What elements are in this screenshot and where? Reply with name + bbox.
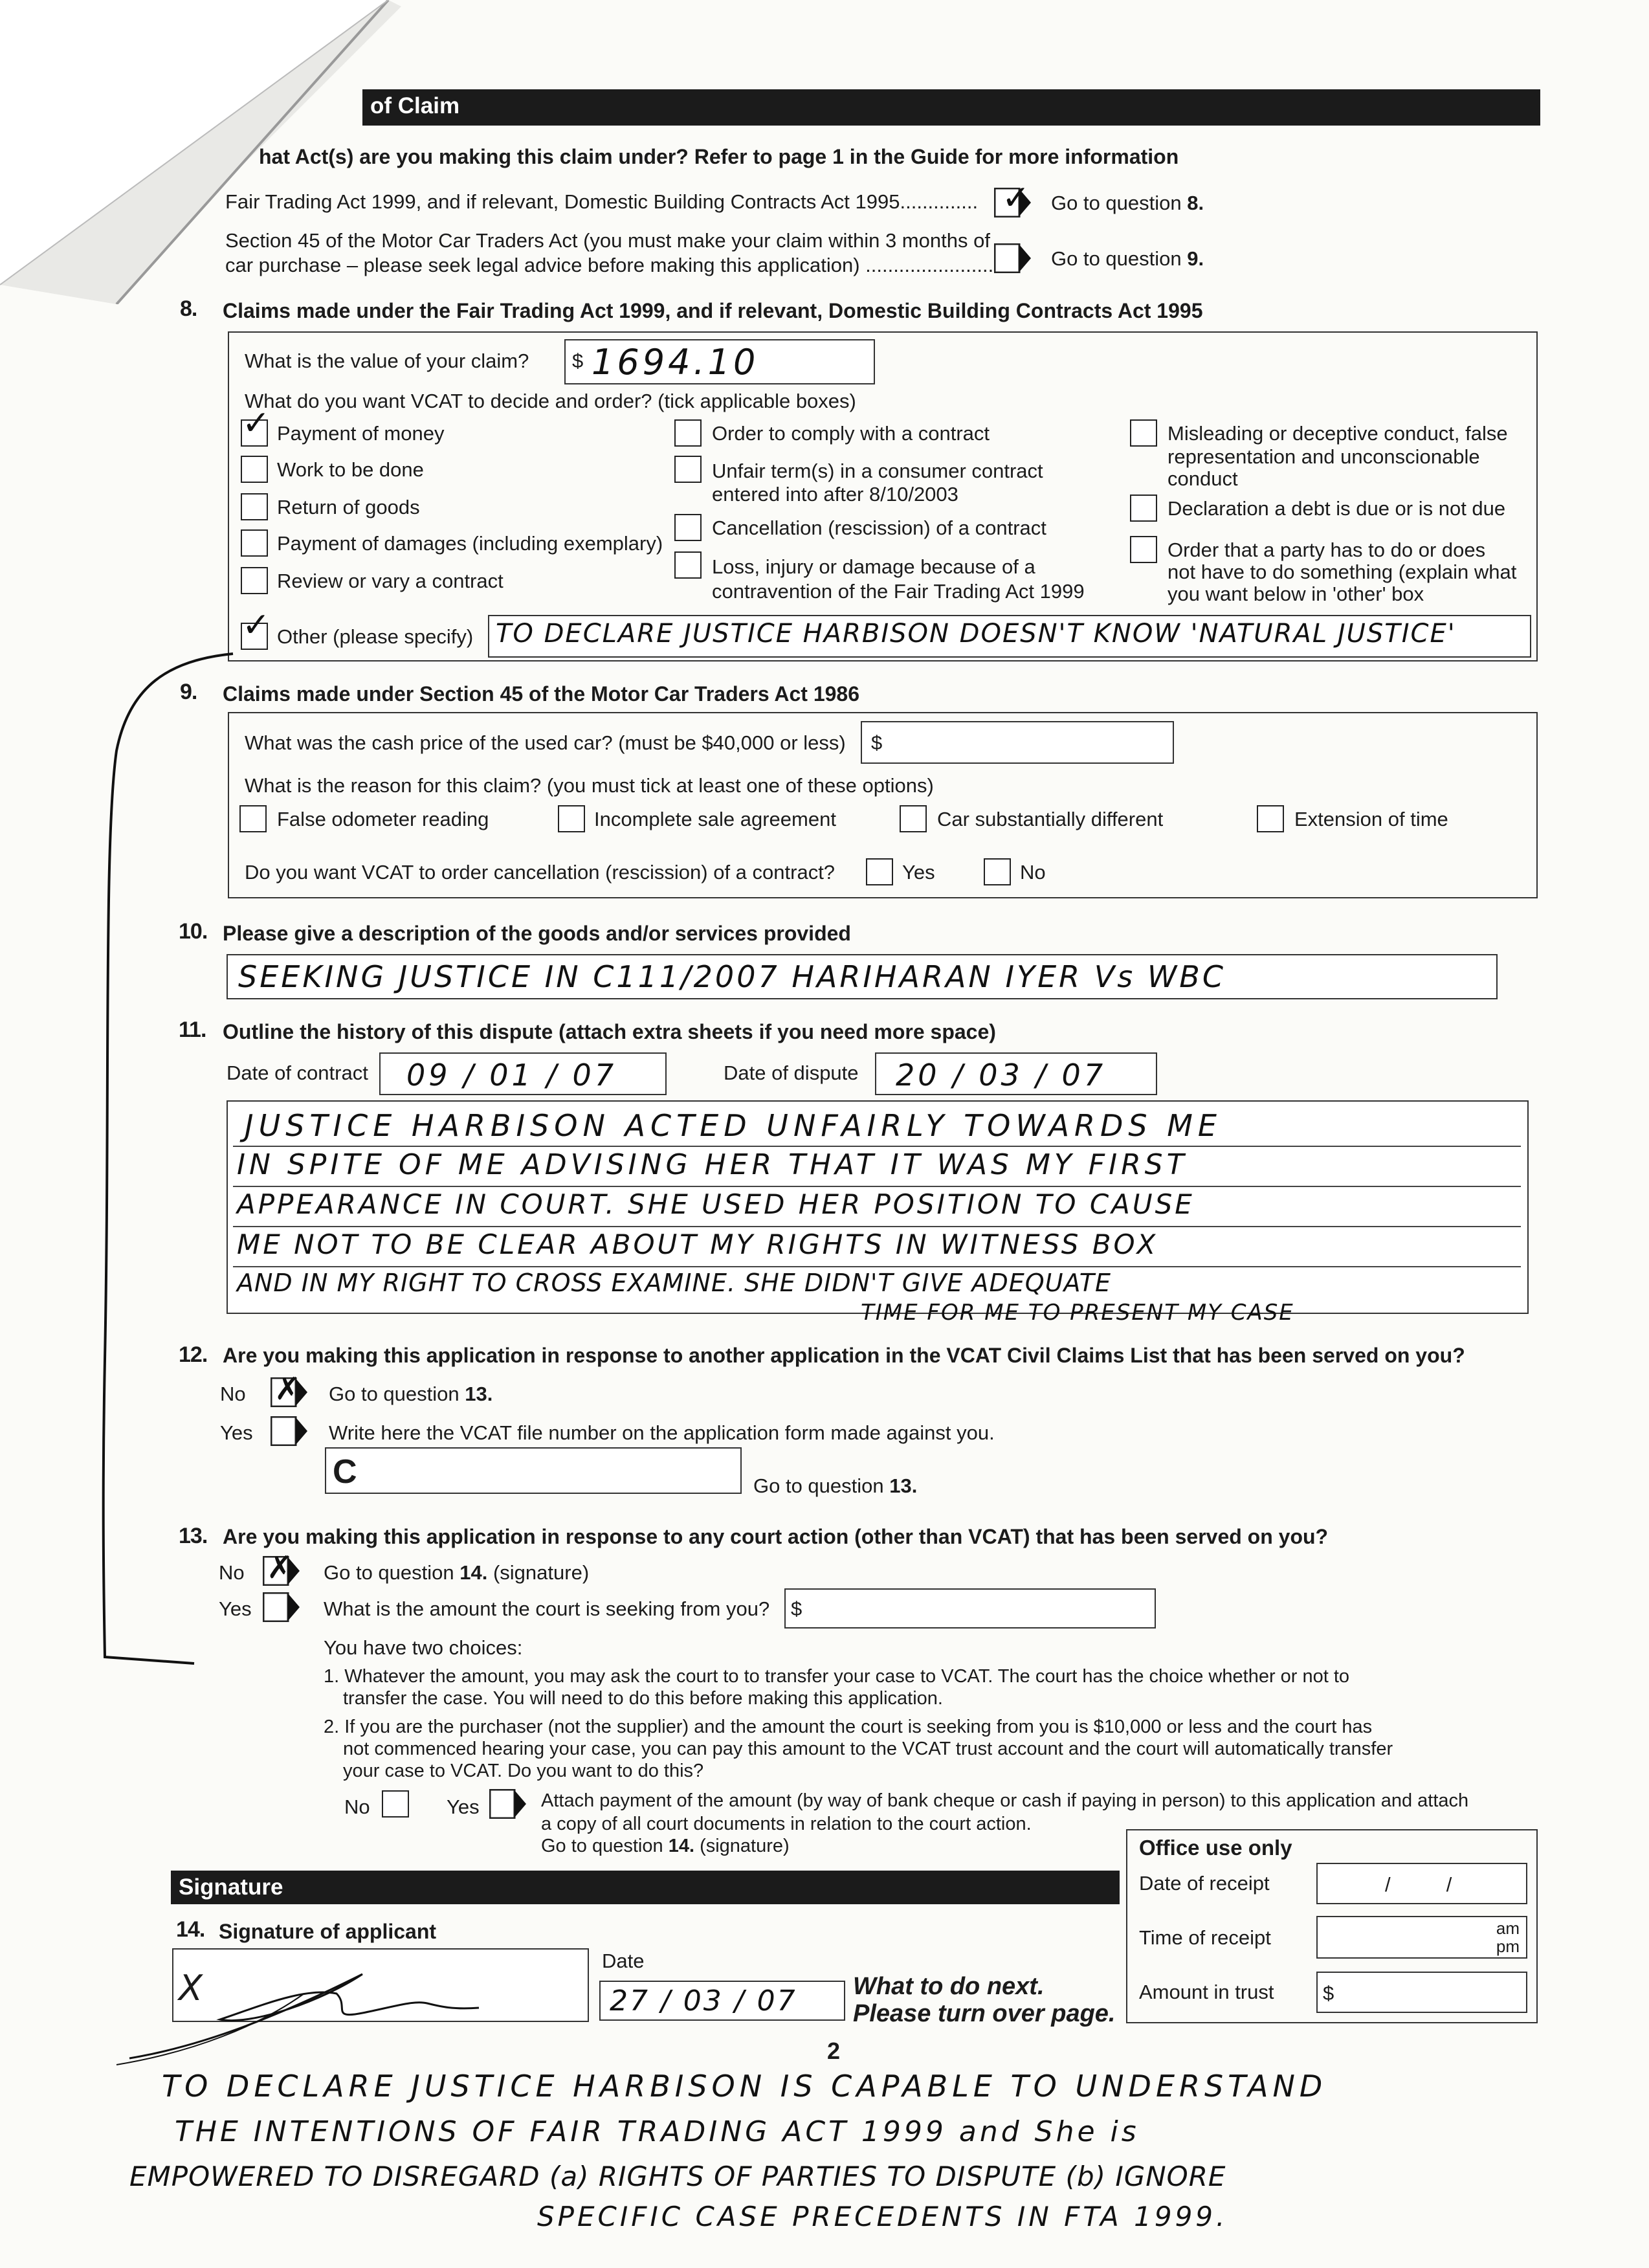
q8-col3-label-5: not have to do something (explain what: [1168, 561, 1517, 583]
office-receipt-date-label: Date of receipt: [1139, 1872, 1270, 1895]
q10-field[interactable]: [227, 954, 1498, 999]
q13-attach-goto: Go to question 14. (signature): [541, 1836, 790, 1856]
office-receipt-time-label: Time of receipt: [1139, 1926, 1271, 1949]
q13-choice1-line0: 1. Whatever the amount, you may ask the court to to transfer your case to VCAT. The court has the choice whether or not to: [324, 1666, 1350, 1687]
q9-number: 9.: [180, 680, 197, 704]
q14-number: 14.: [176, 1917, 205, 1942]
q12-number: 12.: [179, 1342, 208, 1367]
q13-no-label: No: [219, 1561, 245, 1584]
q8-other-tick-icon: ✓: [242, 606, 271, 645]
next-line2: Please turn over page.: [853, 2000, 1116, 2027]
q8-col2-label-4: Loss, injury or damage because of a: [712, 555, 1035, 578]
q8-cb-cancellation[interactable]: [674, 514, 702, 541]
q8-col2-label-1: Unfair term(s) in a consumer contract: [712, 460, 1043, 482]
q7-option1-tick-icon: ✓: [1002, 179, 1030, 217]
office-title: Office use only: [1139, 1836, 1292, 1860]
q11-line-4: AND IN MY RIGHT TO CROSS EXAMINE. SHE DIDN'T GIVE ADEQUATE: [237, 1269, 1111, 1297]
q9-cb-cancel-yes[interactable]: [866, 858, 893, 885]
q8-col1-label-0: Payment of money: [277, 422, 445, 445]
q11-number: 11.: [179, 1017, 206, 1042]
q10-title: Please give a description of the goods and/or services provided: [223, 922, 851, 945]
q13-sub-yes: Yes: [447, 1796, 480, 1818]
q11-dispute-date-field[interactable]: [875, 1052, 1157, 1095]
q8-cb-unfair-terms[interactable]: [674, 456, 702, 483]
section-title: of Claim: [370, 93, 460, 118]
office-receipt-time-field[interactable]: am pm: [1316, 1916, 1527, 1959]
q9-cancel-yes: Yes: [902, 861, 935, 884]
q9-cash-label: What was the cash price of the used car? (must be $40,000 or less): [245, 731, 846, 754]
q12-yes-text: Write here the VCAT file number on the application form made against you.: [329, 1421, 995, 1444]
q9-reason-0: False odometer reading: [277, 808, 489, 830]
q13-yes-label: Yes: [219, 1597, 252, 1620]
q8-col1-label-1: Work to be done: [277, 458, 424, 481]
q10-handwritten: SEEKING JUSTICE IN C111/2007 HARIHARAN IYER Vs WBC: [238, 959, 1226, 994]
q8-title: Claims made under the Fair Trading Act 1999, and if relevant, Domestic Building Contracts Act 1995: [223, 299, 1203, 322]
q12-file-number-field[interactable]: C: [325, 1447, 742, 1494]
office-trust-label: Amount in trust: [1139, 1981, 1274, 2003]
q9-cb-incomplete-sale[interactable]: [558, 805, 585, 832]
q9-reason-3: Extension of time: [1294, 808, 1448, 830]
q7-option1-goto: Go to question 8.: [1051, 192, 1204, 214]
q8-cb-review-contract[interactable]: [241, 567, 268, 594]
office-trust-field[interactable]: $: [1316, 1972, 1527, 2013]
q8-col2-label-5: contravention of the Fair Trading Act 1999: [712, 580, 1085, 603]
margin-arrow-line: [91, 647, 246, 1670]
q9-title: Claims made under Section 45 of the Motor Car Traders Act 1986: [223, 682, 859, 706]
q9-reason-label: What is the reason for this claim? (you must tick at least one of these options): [245, 774, 934, 797]
q11-title: Outline the history of this dispute (attach extra sheets if you need more space): [223, 1020, 996, 1043]
q9-cb-extension[interactable]: [1257, 805, 1284, 832]
signature-scribble-icon: [91, 1948, 544, 2071]
signature-date-field[interactable]: [599, 1981, 845, 2021]
next-line1: What to do next.: [853, 1973, 1045, 2000]
q13-sub-no-checkbox[interactable]: [382, 1790, 409, 1818]
q12-no-label: No: [220, 1383, 246, 1405]
q8-payment-tick-icon: ✓: [242, 404, 271, 443]
signature-date-label: Date: [602, 1950, 645, 1972]
q8-col3-label-1: representation and unconscionable: [1168, 445, 1480, 468]
q8-number: 8.: [180, 296, 197, 321]
q11-line-5: TIME FOR ME TO PRESENT MY CASE: [861, 1300, 1294, 1326]
q8-col3-label-2: conduct: [1168, 467, 1238, 490]
q12-no-cross-icon: ✗: [274, 1371, 301, 1407]
q11-line-1: IN SPITE OF ME ADVISING HER THAT IT WAS MY FIRST: [237, 1148, 1188, 1181]
q8-col2-label-2: entered into after 8/10/2003: [712, 483, 958, 506]
q7-title: hat Act(s) are you making this claim under? Refer to page 1 in the Guide for more information: [259, 145, 1179, 168]
q11-contract-date: 09 / 01 / 07: [406, 1058, 617, 1093]
q13-choice1-line1: transfer the case. You will need to do this before making this application.: [343, 1688, 943, 1709]
q8-value-handwritten: 1694.10: [592, 342, 759, 383]
q13-amount-field[interactable]: $: [784, 1588, 1156, 1629]
q11-line-2: APPEARANCE IN COURT. SHE USED HER POSITION TO CAUSE: [237, 1188, 1195, 1220]
q8-other-field[interactable]: [488, 615, 1531, 658]
q11-rule-2: [233, 1186, 1521, 1187]
q9-reason-2: Car substantially different: [937, 808, 1164, 830]
q8-decide-label: What do you want VCAT to decide and order? (tick applicable boxes): [245, 390, 856, 412]
q8-cb-order-party[interactable]: [1130, 536, 1157, 563]
q12-title: Are you making this application in response to another application in the VCAT Civil Claims List that has been served on you?: [223, 1344, 1465, 1367]
q12-yes-label: Yes: [220, 1421, 253, 1444]
q8-other-label: Other (please specify): [277, 625, 474, 648]
q11-contract-date-field[interactable]: [379, 1052, 667, 1095]
q11-contract-label: Date of contract: [227, 1062, 368, 1084]
q8-col1-label-4: Review or vary a contract: [277, 570, 504, 592]
q9-cancel-no: No: [1020, 861, 1046, 884]
q8-value-field[interactable]: $ 1694.10: [564, 339, 875, 384]
q9-cb-odometer[interactable]: [239, 805, 267, 832]
q13-choices-label: You have two choices:: [324, 1636, 523, 1659]
q8-col1-label-3: Payment of damages (including exemplary): [277, 532, 663, 555]
q12-after-goto: Go to question 13.: [753, 1474, 918, 1497]
q11-rule-3: [233, 1226, 1521, 1227]
q13-amount-label: What is the amount the court is seeking from you?: [324, 1597, 770, 1620]
q13-choice2-line1: not commenced hearing your case, you can pay this amount to the VCAT trust account and the court will automatically transfer: [343, 1739, 1393, 1759]
q9-cancel-label: Do you want VCAT to order cancellation (rescission) of a contract?: [245, 861, 836, 884]
q13-number: 13.: [179, 1524, 208, 1548]
q13-sub-yes-checkbox[interactable]: [489, 1789, 527, 1819]
q8-cb-misleading[interactable]: [1130, 419, 1157, 447]
bottom-note-3: SPECIFIC CASE PRECEDENTS IN FTA 1999.: [537, 2201, 1228, 2232]
q13-no-goto: Go to question 14. (signature): [324, 1561, 590, 1584]
q8-col1-label-2: Return of goods: [277, 496, 420, 518]
q8-cb-declaration-debt[interactable]: [1130, 495, 1157, 522]
q7-option2-label-line1: Section 45 of the Motor Car Traders Act (you must make your claim within 3 months of: [225, 229, 990, 252]
signature-date-value: 27 / 03 / 07: [610, 1984, 797, 2018]
q7-option2-goto: Go to question 9.: [1051, 247, 1204, 270]
signature-field[interactable]: X: [172, 1948, 589, 2022]
q8-col3-label-6: you want below in 'other' box: [1168, 583, 1424, 605]
q13-choice2-line2: your case to VCAT. Do you want to do this?: [343, 1761, 704, 1781]
q9-reason-1: Incomplete sale agreement: [594, 808, 836, 830]
q13-title: Are you making this application in response to any court action (other than VCAT) that has been served on you?: [223, 1525, 1329, 1548]
office-receipt-date-field[interactable]: / /: [1316, 1863, 1527, 1904]
q7-option2-checkbox[interactable]: [994, 243, 1032, 273]
q8-col3-label-4: Order that a party has to do or does: [1168, 539, 1486, 561]
q14-title: Signature of applicant: [219, 1920, 437, 1943]
q13-attach-line1: a copy of all court documents in relation to the court action.: [541, 1814, 1032, 1834]
bottom-note-0: TO DECLARE JUSTICE HARBISON IS CAPABLE TO UNDERSTAND: [162, 2069, 1327, 2104]
q8-value-label: What is the value of your claim?: [245, 350, 529, 372]
q8-cb-order-comply[interactable]: [674, 419, 702, 447]
q9-cb-car-different[interactable]: [900, 805, 927, 832]
q11-rule-1: [233, 1146, 1521, 1147]
q7-option1-label: Fair Trading Act 1999, and if relevant, Domestic Building Contracts Act 1995..............: [225, 190, 979, 213]
q11-rule-4: [233, 1266, 1521, 1267]
bottom-note-2: EMPOWERED TO DISREGARD (a) RIGHTS OF PARTIES TO DISPUTE (b) IGNORE: [129, 2161, 1226, 2192]
q8-col3-label-0: Misleading or deceptive conduct, false: [1168, 422, 1508, 445]
q8-col2-label-3: Cancellation (rescission) of a contract: [712, 517, 1046, 539]
q11-line-3: ME NOT TO BE CLEAR ABOUT MY RIGHTS IN WITNESS BOX: [237, 1228, 1158, 1260]
q13-no-cross-icon: ✗: [267, 1550, 293, 1586]
q8-other-handwritten: TO DECLARE JUSTICE HARBISON DOESN'T KNOW 'NATURAL JUSTICE': [496, 619, 1456, 649]
q8-cb-loss-injury[interactable]: [674, 551, 702, 579]
page-number: 2: [827, 2038, 841, 2064]
q13-choice2-line0: 2. If you are the purchaser (not the supplier) and the amount the court is seeking from you is $10,000 or less and the court has: [324, 1717, 1373, 1737]
q12-yes-checkbox[interactable]: [271, 1416, 308, 1446]
signature-bar: Signature: [171, 1871, 1120, 1904]
section-header: [362, 89, 1540, 126]
q8-cb-work-to-be-done[interactable]: [241, 456, 268, 483]
q9-cb-cancel-no[interactable]: [984, 858, 1011, 885]
bottom-note-1: THE INTENTIONS OF FAIR TRADING ACT 1999 and She is: [175, 2115, 1140, 2148]
q11-dispute-date: 20 / 03 / 07: [896, 1058, 1107, 1093]
q8-col3-label-3: Declaration a debt is due or is not due: [1168, 497, 1506, 520]
q13-attach-line0: Attach payment of the amount (by way of bank cheque or cash if paying in person) to this application and attach: [541, 1790, 1469, 1811]
q8-cb-return-of-goods[interactable]: [241, 493, 268, 520]
q7-option2-label-line2: car purchase – please seek legal advice before making this application) .......................: [225, 254, 994, 276]
q8-cb-payment-of-damages[interactable]: [241, 529, 268, 557]
q13-sub-no: No: [344, 1796, 370, 1818]
q12-no-goto: Go to question 13.: [329, 1383, 493, 1405]
q8-col2-label-0: Order to comply with a contract: [712, 422, 990, 445]
q9-cash-field[interactable]: $: [861, 721, 1174, 764]
q11-line-0: JUSTICE HARBISON ACTED UNFAIRLY TOWARDS ME: [245, 1108, 1222, 1143]
q13-yes-checkbox[interactable]: [263, 1592, 300, 1622]
q10-number: 10.: [179, 919, 208, 944]
q11-dispute-label: Date of dispute: [724, 1062, 859, 1084]
